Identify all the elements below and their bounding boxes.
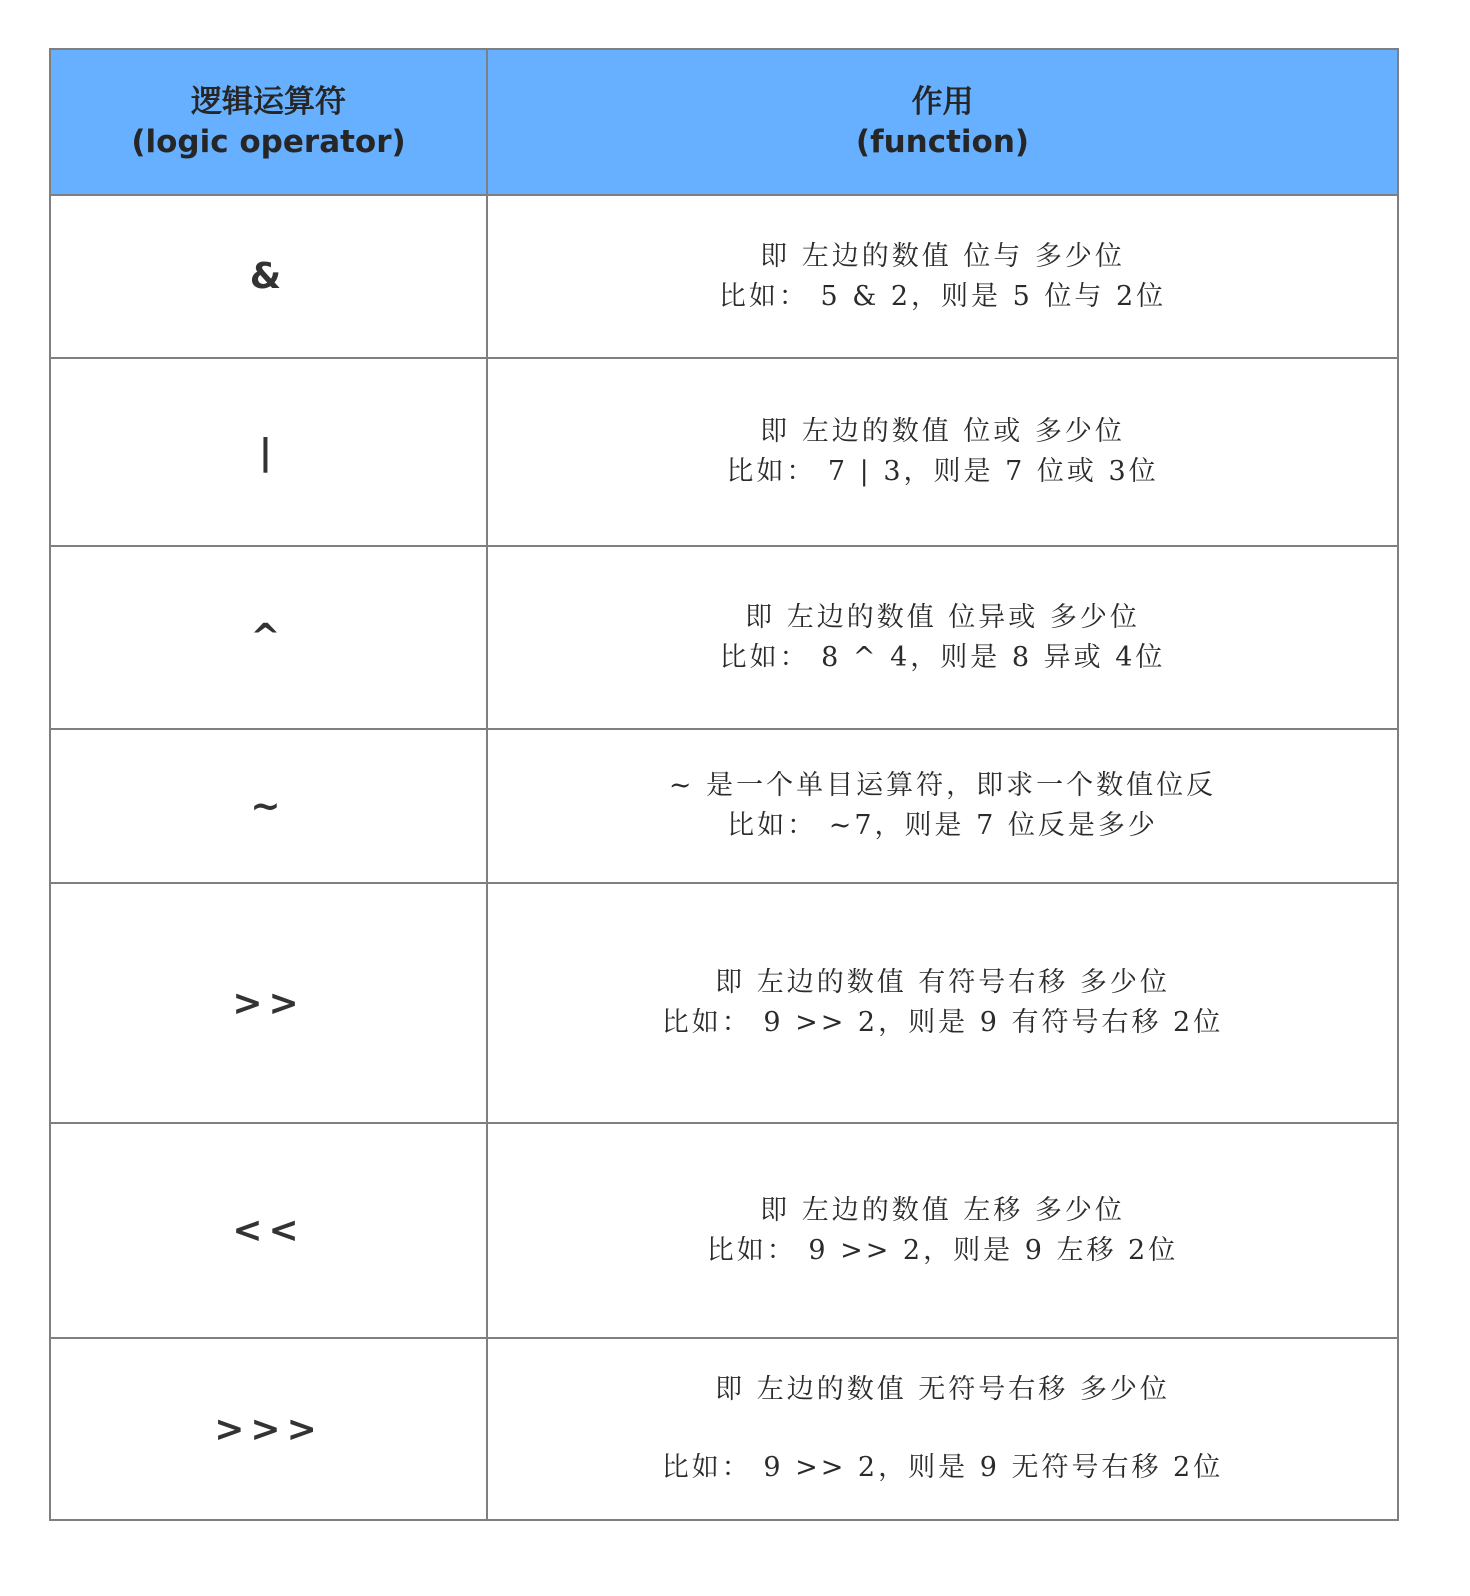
- operator-cell: >>>: [50, 1338, 487, 1520]
- logic-operator-table: [49, 48, 1399, 1521]
- operator-cell: ~: [50, 729, 487, 883]
- function-example: 比如： 9 >> 2，则是 9 无符号右移 2位: [661, 1452, 1224, 1483]
- function-cell: [487, 729, 1398, 883]
- function-example: 比如： ~7，则是 7 位反是多少: [727, 810, 1158, 841]
- function-desc: 即 左边的数值 位或 多少位: [760, 416, 1125, 447]
- table-row: [50, 358, 1398, 546]
- operator-cell: &: [50, 195, 487, 358]
- table-row: [50, 1123, 1398, 1338]
- function-example: 比如： 9 >> 2，则是 9 左移 2位: [706, 1234, 1179, 1266]
- function-example: 比如： 7 | 3，则是 7 位或 3位: [726, 456, 1159, 487]
- header-operator-zh: 逻辑运算符: [191, 84, 346, 120]
- line-gap: [488, 1410, 1397, 1448]
- function-desc: 即 左边的数值 位与 多少位: [760, 240, 1125, 272]
- table-row: [50, 729, 1398, 883]
- table-row: [50, 883, 1398, 1123]
- table-header-row: [50, 49, 1398, 195]
- function-desc: 即 左边的数值 位异或 多少位: [745, 601, 1140, 633]
- function-cell: [487, 1338, 1398, 1520]
- function-desc: ~ 是一个单目运算符，即求一个数值位反: [668, 770, 1217, 801]
- function-desc: 即 左边的数值 无符号右移 多少位: [715, 1374, 1170, 1405]
- operator-cell: <<: [50, 1123, 487, 1338]
- operator-cell: >>: [50, 883, 487, 1123]
- header-function: [487, 49, 1398, 195]
- function-cell: [487, 546, 1398, 729]
- operator-cell: ^: [50, 546, 487, 729]
- function-example: 比如： 5 & 2，则是 5 位与 2位: [718, 280, 1167, 312]
- function-example: 比如： 8 ^ 4，则是 8 异或 4位: [719, 641, 1166, 673]
- table-row: [50, 1338, 1398, 1520]
- operator-table-container: [49, 48, 1397, 1521]
- function-desc: 即 左边的数值 左移 多少位: [760, 1194, 1125, 1226]
- header-function-en: (function): [855, 124, 1030, 160]
- function-desc: 即 左边的数值 有符号右移 多少位: [715, 967, 1170, 998]
- function-example: 比如： 9 >> 2，则是 9 有符号右移 2位: [661, 1007, 1224, 1038]
- header-operator: [50, 49, 487, 195]
- function-cell: [487, 1123, 1398, 1338]
- header-function-zh: 作用: [911, 84, 974, 120]
- table-row: [50, 546, 1398, 729]
- header-operator-en: (logic operator): [131, 124, 406, 160]
- function-cell: [487, 358, 1398, 546]
- table-row: [50, 195, 1398, 358]
- function-cell: [487, 195, 1398, 358]
- function-cell: [487, 883, 1398, 1123]
- operator-cell: |: [50, 358, 487, 546]
